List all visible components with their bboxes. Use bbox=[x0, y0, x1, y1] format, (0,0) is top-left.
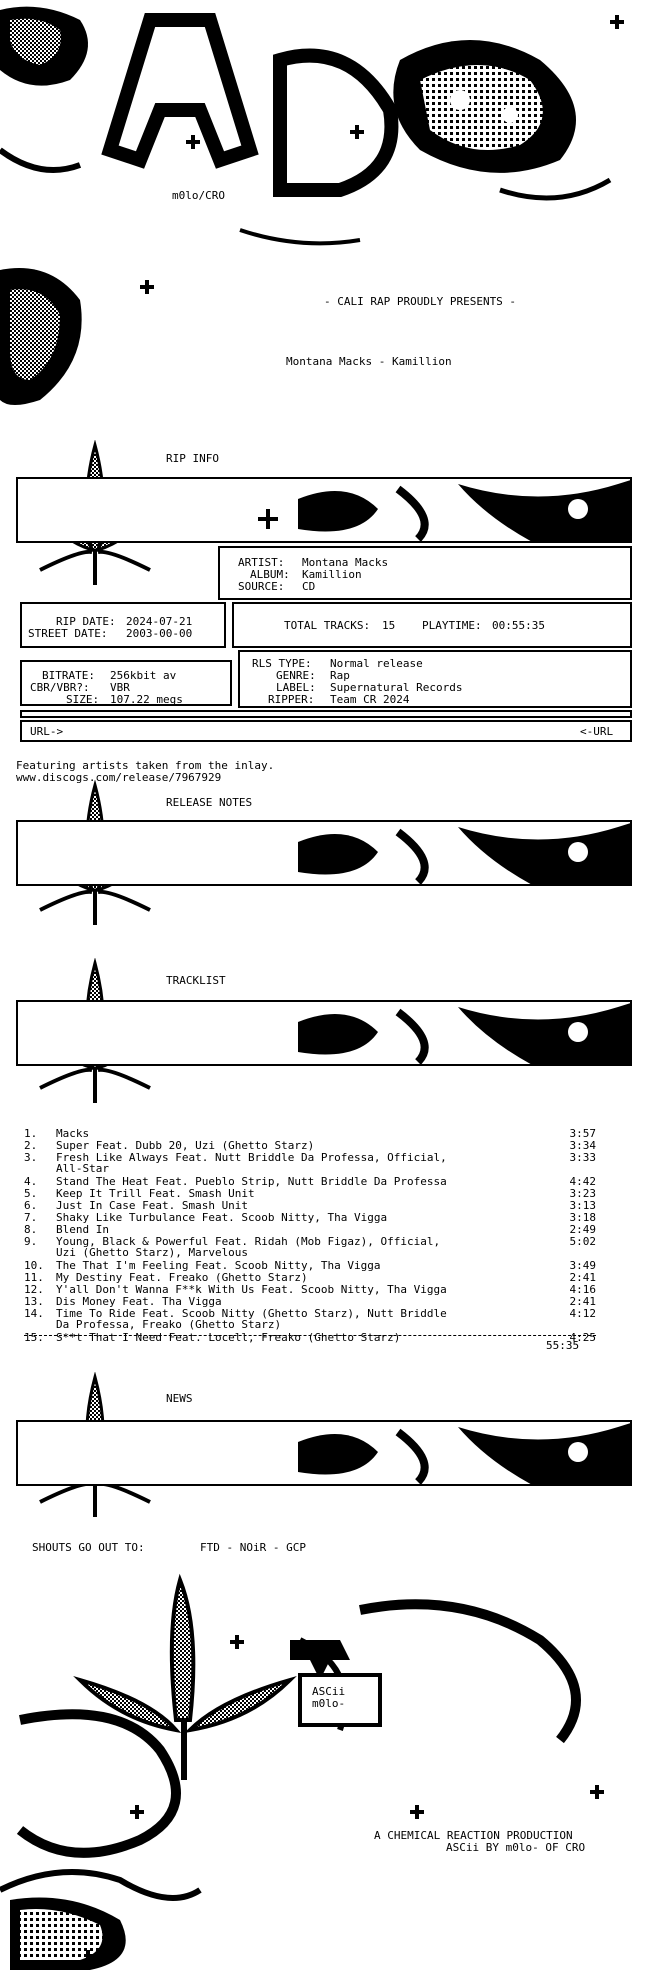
artist-label: ARTIST: bbox=[238, 556, 285, 569]
shouts-label: SHOUTS GO OUT TO: bbox=[32, 1541, 145, 1554]
cbr-value: VBR bbox=[110, 681, 130, 694]
track-duration: 3:49 bbox=[569, 1259, 596, 1272]
street-date-value: 2003-00-00 bbox=[126, 627, 193, 640]
discogs-link[interactable]: www.discogs.com/release/7967929 bbox=[16, 771, 222, 784]
tracklist-total: 55:35 bbox=[546, 1339, 580, 1352]
track-title: Shaky Like Turbulance Feat. Scoob Nitty, Tha Vigga bbox=[56, 1211, 388, 1224]
track-duration: 4:42 bbox=[569, 1175, 596, 1188]
total-tracks-label: TOTAL TRACKS: bbox=[284, 619, 371, 632]
author-tag: m0lo/CRO bbox=[172, 189, 225, 202]
url-box bbox=[20, 720, 632, 742]
track-number: 5. bbox=[24, 1187, 38, 1200]
track-duration: 3:18 bbox=[569, 1211, 596, 1224]
date-box bbox=[20, 602, 226, 648]
release-notes-banner bbox=[16, 820, 632, 886]
track-row bbox=[24, 1212, 596, 1223]
track-number: 12. bbox=[24, 1283, 44, 1296]
track-number: 14. bbox=[24, 1307, 44, 1320]
track-title: Keep It Trill Feat. Smash Unit bbox=[56, 1187, 255, 1200]
track-row bbox=[24, 1260, 596, 1271]
track-title: Stand The Heat Feat. Pueblo Strip, Nutt Briddle Da Professa bbox=[56, 1175, 447, 1188]
playtime-label: PLAYTIME: bbox=[422, 619, 482, 632]
track-title: Just In Case Feat. Smash Unit bbox=[56, 1199, 249, 1212]
track-title: Young, Black & Powerful Feat. Ridah (Mob Figaz), Official, Uzi (Ghetto Starz), Marvelous bbox=[56, 1235, 441, 1259]
ripper-value: Team CR 2024 bbox=[330, 693, 410, 706]
track-number: 11. bbox=[24, 1271, 44, 1284]
track-duration: 2:49 bbox=[569, 1223, 596, 1236]
artist-value: Montana Macks bbox=[302, 556, 389, 569]
track-title: S**t That I Need Feat. Locell, Freako (Ghetto Starz) bbox=[56, 1331, 401, 1344]
track-title: Blend In bbox=[56, 1223, 109, 1236]
genre-label: GENRE: bbox=[276, 669, 316, 682]
track-number: 10. bbox=[24, 1259, 44, 1272]
track-duration: 3:34 bbox=[569, 1139, 596, 1152]
track-row bbox=[24, 1152, 596, 1174]
track-duration: 4:12 bbox=[569, 1307, 596, 1320]
source-value: CD bbox=[302, 580, 316, 593]
track-number: 1. bbox=[24, 1127, 38, 1140]
track-row bbox=[24, 1176, 596, 1187]
track-title: Super Feat. Dubb 20, Uzi (Ghetto Starz) bbox=[56, 1139, 315, 1152]
track-row bbox=[24, 1332, 596, 1343]
track-duration: 4:16 bbox=[569, 1283, 596, 1296]
track-row bbox=[24, 1140, 596, 1151]
track-duration: 3:23 bbox=[569, 1187, 596, 1200]
tracklist-divider bbox=[24, 1335, 596, 1336]
track-row bbox=[24, 1224, 596, 1235]
track-title: Macks bbox=[56, 1127, 90, 1140]
ascii-tag-line2: m0lo- bbox=[312, 1697, 346, 1710]
track-number: 6. bbox=[24, 1199, 38, 1212]
url-spacer-box bbox=[20, 710, 632, 718]
source-label: SOURCE: bbox=[238, 580, 285, 593]
track-number: 3. bbox=[24, 1151, 38, 1164]
track-number: 4. bbox=[24, 1175, 38, 1188]
track-title: Dis Money Feat. Tha Vigga bbox=[56, 1295, 222, 1308]
track-duration: 5:02 bbox=[569, 1235, 596, 1248]
track-row bbox=[24, 1200, 596, 1211]
track-row bbox=[24, 1284, 596, 1295]
news-banner bbox=[16, 1420, 632, 1486]
track-duration: 3:13 bbox=[569, 1199, 596, 1212]
url-left[interactable]: URL-> bbox=[30, 725, 64, 738]
rip-date-label: RIP DATE: bbox=[56, 615, 116, 628]
inlay-note: Featuring artists taken from the inlay. bbox=[16, 759, 275, 772]
total-tracks-value: 15 bbox=[382, 619, 396, 632]
track-number: 2. bbox=[24, 1139, 38, 1152]
track-duration: 3:57 bbox=[569, 1127, 596, 1140]
tracklist-banner bbox=[16, 1000, 632, 1066]
album-label: ALBUM: bbox=[250, 568, 290, 581]
rls-type-value: Normal release bbox=[330, 657, 423, 670]
track-title: Fresh Like Always Feat. Nutt Briddle Da Professa, Official, All-Star bbox=[56, 1151, 447, 1175]
label-value: Supernatural Records bbox=[330, 681, 463, 694]
track-row bbox=[24, 1236, 596, 1258]
footer-ascii-art bbox=[0, 1570, 648, 1970]
playtime-value: 00:55:35 bbox=[492, 619, 545, 632]
size-value: 107.22 megs bbox=[110, 693, 183, 706]
cbr-label: CBR/VBR?: bbox=[30, 681, 90, 694]
track-row bbox=[24, 1296, 596, 1307]
track-number: 13. bbox=[24, 1295, 44, 1308]
track-duration: 2:41 bbox=[569, 1295, 596, 1308]
track-title: My Destiny Feat. Freako (Ghetto Starz) bbox=[56, 1271, 308, 1284]
release-title: Montana Macks - Kamillion bbox=[286, 355, 452, 368]
track-duration: 3:33 bbox=[569, 1151, 596, 1164]
track-number: 7. bbox=[24, 1211, 38, 1224]
production-credit: A CHEMICAL REACTION PRODUCTION bbox=[374, 1829, 573, 1842]
shouts-groups: FTD - NOiR - GCP bbox=[200, 1541, 306, 1554]
street-date-label: STREET DATE: bbox=[28, 627, 108, 640]
ascii-tag-line1: ASCii bbox=[312, 1685, 346, 1698]
track-row bbox=[24, 1272, 596, 1283]
ripper-label: RIPPER: bbox=[268, 693, 315, 706]
track-title: Y'all Don't Wanna F**k With Us Feat. Scoob Nitty, Tha Vigga bbox=[56, 1283, 447, 1296]
size-label: SIZE: bbox=[66, 693, 100, 706]
bitrate-value: 256kbit av bbox=[110, 669, 177, 682]
rip-info-banner bbox=[16, 477, 632, 543]
presents-line: - CALI RAP PROUDLY PRESENTS - bbox=[324, 295, 517, 308]
track-row bbox=[24, 1188, 596, 1199]
ascii-credit: ASCii BY m0lo- OF CRO bbox=[446, 1841, 586, 1854]
track-number: 8. bbox=[24, 1223, 38, 1236]
track-title: Time To Ride Feat. Scoob Nitty (Ghetto Starz), Nutt Briddle Da Professa, Freako (Ghetto Starz) bbox=[56, 1307, 447, 1331]
track-row bbox=[24, 1308, 596, 1330]
news-title: NEWS bbox=[166, 1392, 193, 1405]
tracklist-title: TRACKLIST bbox=[166, 974, 226, 987]
track-number: 15. bbox=[24, 1331, 44, 1344]
label-label: LABEL: bbox=[276, 681, 316, 694]
track-number: 9. bbox=[24, 1235, 38, 1248]
url-right[interactable]: <-URL bbox=[580, 725, 614, 738]
release-notes-title: RELEASE NOTES bbox=[166, 796, 253, 809]
genre-value: Rap bbox=[330, 669, 350, 682]
rip-date-value: 2024-07-21 bbox=[126, 615, 193, 628]
track-row bbox=[24, 1128, 596, 1139]
album-value: Kamillion bbox=[302, 568, 362, 581]
rip-info-title: RIP INFO bbox=[166, 452, 219, 465]
rls-type-label: RLS TYPE: bbox=[252, 657, 312, 670]
bitrate-label: BITRATE: bbox=[42, 669, 95, 682]
track-title: The That I'm Feeling Feat. Scoob Nitty, Tha Vigga bbox=[56, 1259, 381, 1272]
track-duration: 2:41 bbox=[569, 1271, 596, 1284]
track-duration: 4:25 bbox=[569, 1331, 596, 1344]
